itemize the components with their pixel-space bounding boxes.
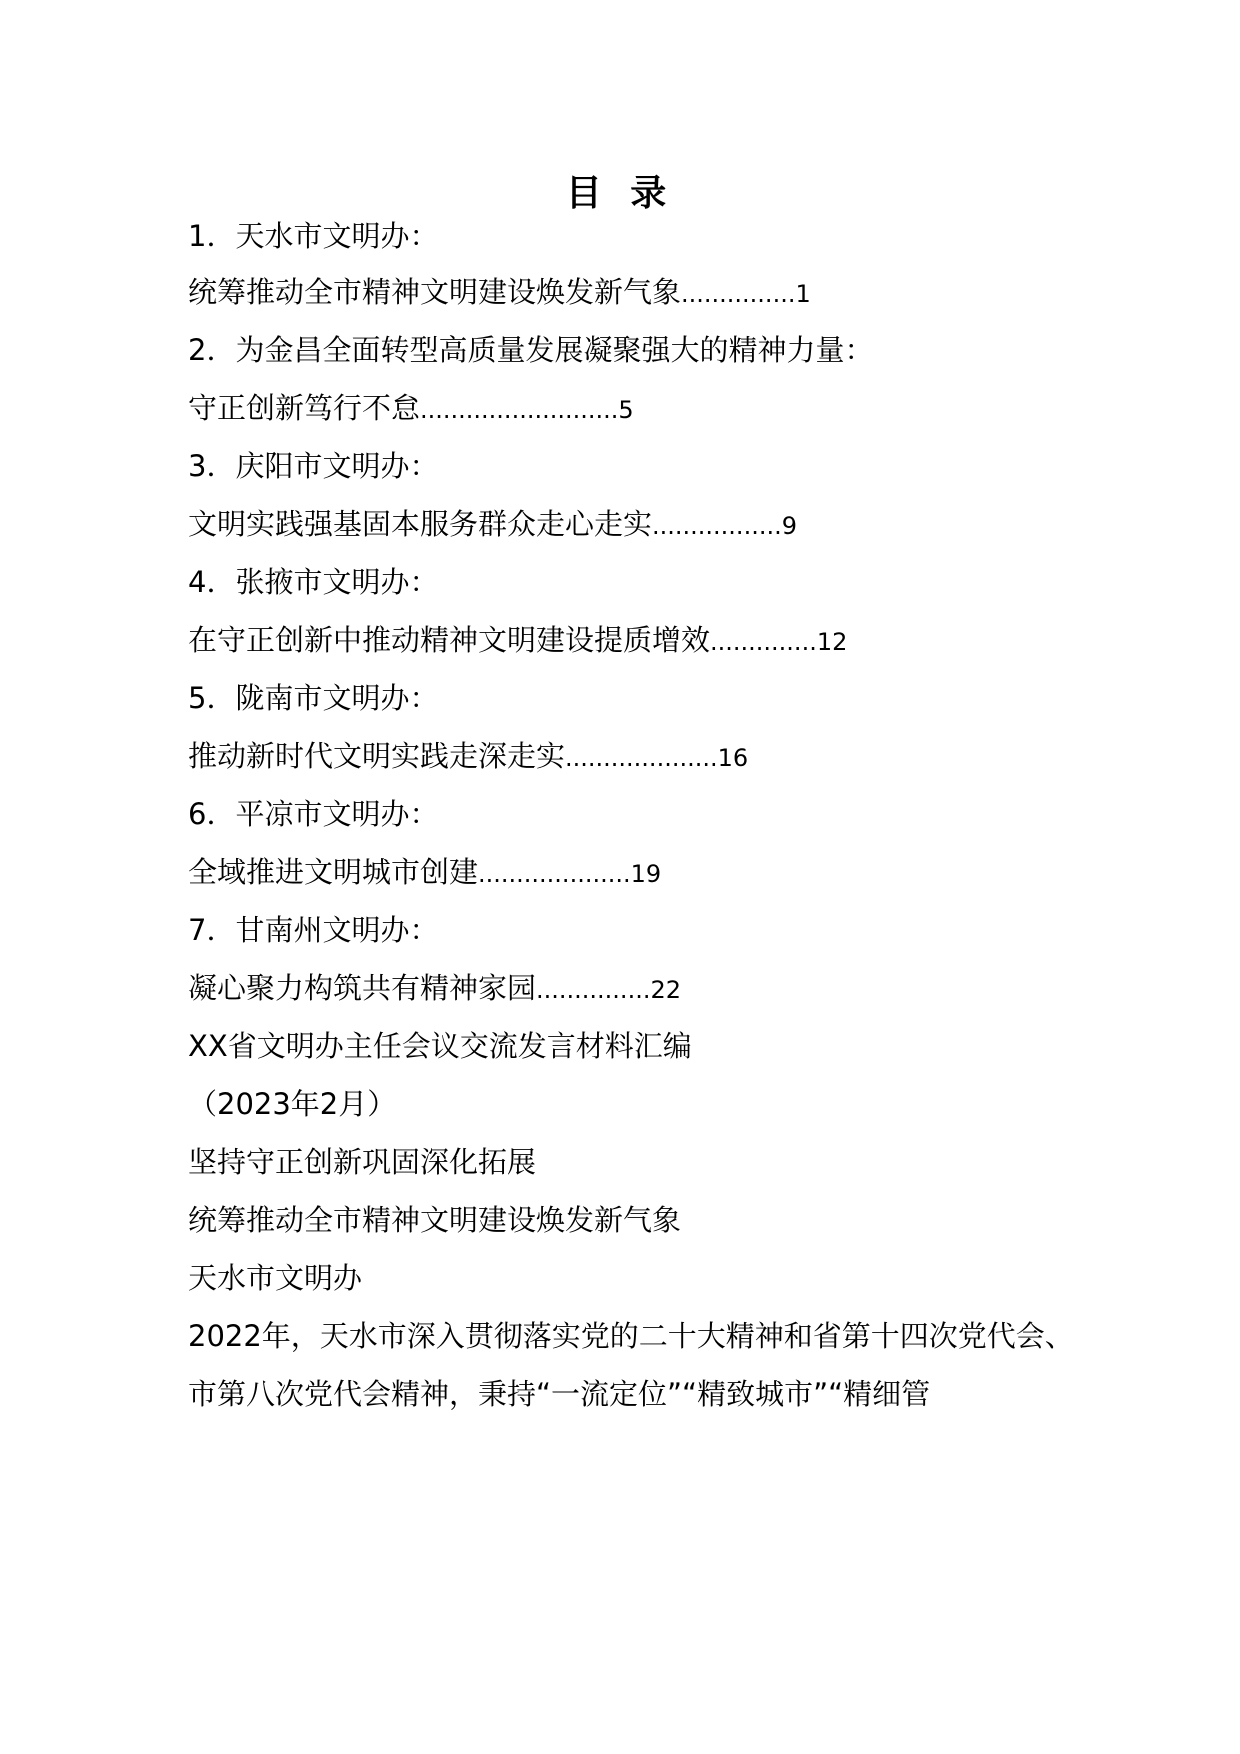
toc-entry-4-title: 在守正创新中推动精神文明建设提质增效 [188, 623, 711, 657]
toc-entry-6-leader: .................... [478, 860, 631, 888]
article-paragraph-line-1: 2022年，天水市深入贯彻落实党的二十大精神和省第十四次党代会、 [188, 1319, 1074, 1353]
toc-entry-5-page: 16 [717, 744, 749, 772]
toc-entry-1-leader: ............... [681, 280, 796, 308]
toc-entry-7-title: 凝心聚力构筑共有精神家园 [188, 971, 537, 1005]
toc-entry-2-title: 守正创新笃行不怠 [188, 391, 421, 425]
toc-entry-4-heading: 4．张掖市文明办： [188, 565, 439, 599]
toc-entry-5-heading: 5．陇南市文明办： [188, 681, 439, 715]
toc-entry-3[interactable] [188, 504, 797, 546]
toc-entry-7-leader: ............... [536, 976, 651, 1004]
toc-entry-1[interactable] [188, 272, 811, 314]
toc-entry-1-title: 统筹推动全市精神文明建设焕发新气象 [188, 275, 682, 309]
toc-entry-2[interactable] [188, 388, 634, 430]
collection-title: XX省文明办主任会议交流发言材料汇编 [188, 1029, 692, 1063]
toc-entry-3-leader: ................. [652, 512, 782, 540]
toc-entry-2-leader: .......................... [420, 396, 619, 424]
toc-entry-7-heading: 7．甘南州文明办： [188, 913, 439, 947]
article-heading-1: 坚持守正创新巩固深化拓展 [188, 1145, 537, 1179]
toc-entry-1-heading: 1．天水市文明办： [188, 219, 439, 253]
toc-entry-6-page: 19 [630, 860, 662, 888]
toc-entry-7-page: 22 [650, 976, 681, 1004]
toc-entry-7[interactable] [188, 968, 681, 1010]
article-paragraph-line-2: 市第八次党代会精神，秉持“一流定位”“精致城市”“精细管 [188, 1377, 931, 1411]
toc-entry-3-page: 9 [781, 512, 797, 540]
article-heading-2: 统筹推动全市精神文明建设焕发新气象 [188, 1203, 682, 1237]
toc-entry-5[interactable] [188, 736, 748, 778]
toc-entry-2-page: 5 [618, 396, 634, 424]
toc-entry-2-heading: 2．为金昌全面转型高质量发展凝聚强大的精神力量： [188, 333, 874, 367]
toc-entry-3-title: 文明实践强基固本服务群众走心走实 [188, 507, 653, 541]
toc-entry-5-title: 推动新时代文明实践走深走实 [188, 739, 566, 773]
toc-entry-6[interactable] [188, 852, 661, 894]
toc-entry-4[interactable] [188, 620, 847, 662]
article-author: 天水市文明办 [188, 1261, 363, 1295]
toc-entry-5-leader: .................... [565, 744, 718, 772]
toc-entry-4-page: 12 [816, 628, 848, 656]
toc-title: 目 录 [565, 173, 675, 214]
toc-entry-3-heading: 3．庆阳市文明办： [188, 449, 439, 483]
toc-entry-1-page: 1 [795, 280, 811, 308]
toc-entry-6-title: 全域推进文明城市创建 [188, 855, 479, 889]
toc-entry-6-heading: 6．平凉市文明办： [188, 797, 439, 831]
collection-date: （2023年2月） [188, 1087, 397, 1121]
toc-entry-4-leader: .............. [710, 628, 817, 656]
